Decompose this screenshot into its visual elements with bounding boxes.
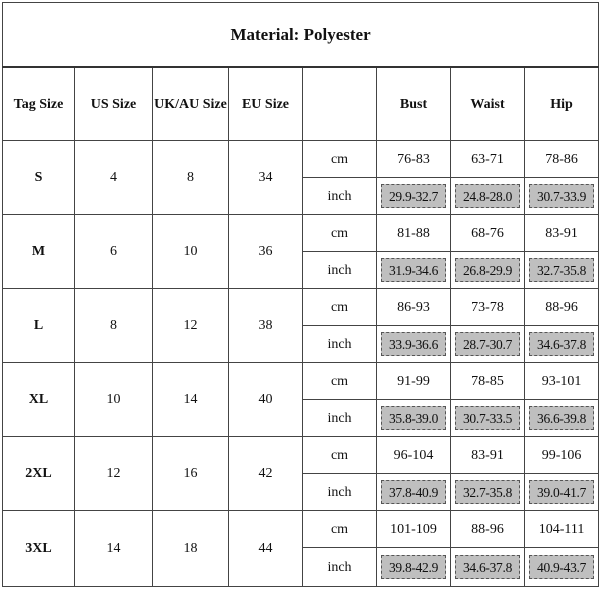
unit-cm-cell: cm	[303, 289, 377, 326]
eu-size-cell: 36	[229, 215, 303, 289]
unit-inch-cell: inch	[303, 252, 377, 289]
hip-inch-value: 34.6-37.8	[529, 332, 595, 356]
bust-inch-value: 35.8-39.0	[381, 406, 447, 430]
waist-inch-cell	[451, 474, 525, 511]
bust-inch-cell	[377, 178, 451, 215]
tag-size-cell: 2XL	[3, 437, 75, 511]
hip-inch-cell	[525, 474, 599, 511]
waist-inch-value: 24.8-28.0	[455, 184, 521, 208]
header-waist: Waist	[451, 67, 525, 141]
bust-inch-value: 29.9-32.7	[381, 184, 447, 208]
tag-size-cell: L	[3, 289, 75, 363]
us-size-cell: 4	[75, 141, 153, 215]
header-hip: Hip	[525, 67, 599, 141]
hip-inch-cell	[525, 326, 599, 363]
bust-cm-cell: 96-104	[377, 437, 451, 474]
bust-cm-cell: 86-93	[377, 289, 451, 326]
waist-inch-value: 26.8-29.9	[455, 258, 521, 282]
table-row	[3, 511, 599, 548]
bust-inch-value: 33.9-36.6	[381, 332, 447, 356]
hip-inch-value: 30.7-33.9	[529, 184, 595, 208]
hip-cm-cell: 93-101	[525, 363, 599, 400]
uk-au-size-cell: 16	[153, 437, 229, 511]
waist-inch-cell	[451, 326, 525, 363]
bust-inch-value: 37.8-40.9	[381, 480, 447, 504]
eu-size-cell: 40	[229, 363, 303, 437]
waist-inch-value: 28.7-30.7	[455, 332, 521, 356]
hip-inch-value: 36.6-39.8	[529, 406, 595, 430]
us-size-cell: 8	[75, 289, 153, 363]
uk-au-size-cell: 10	[153, 215, 229, 289]
tag-size-cell: 3XL	[3, 511, 75, 587]
bust-inch-cell	[377, 400, 451, 437]
hip-cm-cell: 83-91	[525, 215, 599, 252]
us-size-cell: 10	[75, 363, 153, 437]
unit-inch-cell: inch	[303, 178, 377, 215]
header-us-size: US Size	[75, 67, 153, 141]
waist-cm-cell: 83-91	[451, 437, 525, 474]
waist-inch-value: 30.7-33.5	[455, 406, 521, 430]
table-row	[3, 363, 599, 400]
hip-inch-value: 32.7-35.8	[529, 258, 595, 282]
table-row	[3, 437, 599, 474]
eu-size-cell: 34	[229, 141, 303, 215]
us-size-cell: 12	[75, 437, 153, 511]
bust-cm-cell: 91-99	[377, 363, 451, 400]
unit-inch-cell: inch	[303, 474, 377, 511]
uk-au-size-cell: 12	[153, 289, 229, 363]
unit-cm-cell: cm	[303, 141, 377, 178]
table-title: Material: Polyester	[3, 3, 599, 68]
hip-inch-cell	[525, 252, 599, 289]
waist-cm-cell: 88-96	[451, 511, 525, 548]
uk-au-size-cell: 14	[153, 363, 229, 437]
hip-inch-value: 39.0-41.7	[529, 480, 595, 504]
waist-inch-cell	[451, 178, 525, 215]
unit-inch-cell: inch	[303, 548, 377, 587]
waist-cm-cell: 73-78	[451, 289, 525, 326]
unit-cm-cell: cm	[303, 511, 377, 548]
tag-size-cell: S	[3, 141, 75, 215]
hip-inch-cell	[525, 400, 599, 437]
header-bust: Bust	[377, 67, 451, 141]
table-row	[3, 141, 599, 178]
bust-cm-cell: 81-88	[377, 215, 451, 252]
hip-inch-value: 40.9-43.7	[529, 555, 595, 579]
hip-inch-cell	[525, 548, 599, 587]
bust-inch-value: 39.8-42.9	[381, 555, 447, 579]
bust-inch-cell	[377, 326, 451, 363]
waist-inch-cell	[451, 252, 525, 289]
eu-size-cell: 44	[229, 511, 303, 587]
bust-inch-value: 31.9-34.6	[381, 258, 447, 282]
waist-inch-cell	[451, 400, 525, 437]
eu-size-cell: 38	[229, 289, 303, 363]
unit-inch-cell: inch	[303, 400, 377, 437]
uk-au-size-cell: 18	[153, 511, 229, 587]
eu-size-cell: 42	[229, 437, 303, 511]
bust-cm-cell: 76-83	[377, 141, 451, 178]
bust-cm-cell: 101-109	[377, 511, 451, 548]
tag-size-cell: M	[3, 215, 75, 289]
us-size-cell: 6	[75, 215, 153, 289]
header-unit	[303, 67, 377, 141]
header-uk-au-size: UK/AU Size	[153, 67, 229, 141]
waist-cm-cell: 63-71	[451, 141, 525, 178]
unit-cm-cell: cm	[303, 437, 377, 474]
waist-inch-value: 34.6-37.8	[455, 555, 521, 579]
size-table	[2, 2, 599, 587]
table-row	[3, 215, 599, 252]
size-chart	[2, 2, 598, 598]
waist-inch-value: 32.7-35.8	[455, 480, 521, 504]
header-eu-size: EU Size	[229, 67, 303, 141]
unit-cm-cell: cm	[303, 363, 377, 400]
hip-cm-cell: 104-111	[525, 511, 599, 548]
bust-inch-cell	[377, 252, 451, 289]
waist-cm-cell: 78-85	[451, 363, 525, 400]
tag-size-cell: XL	[3, 363, 75, 437]
table-row	[3, 289, 599, 326]
bust-inch-cell	[377, 474, 451, 511]
us-size-cell: 14	[75, 511, 153, 587]
bust-inch-cell	[377, 548, 451, 587]
unit-cm-cell: cm	[303, 215, 377, 252]
unit-inch-cell: inch	[303, 326, 377, 363]
waist-inch-cell	[451, 548, 525, 587]
header-tag-size: Tag Size	[3, 67, 75, 141]
hip-inch-cell	[525, 178, 599, 215]
hip-cm-cell: 78-86	[525, 141, 599, 178]
hip-cm-cell: 99-106	[525, 437, 599, 474]
hip-cm-cell: 88-96	[525, 289, 599, 326]
waist-cm-cell: 68-76	[451, 215, 525, 252]
uk-au-size-cell: 8	[153, 141, 229, 215]
